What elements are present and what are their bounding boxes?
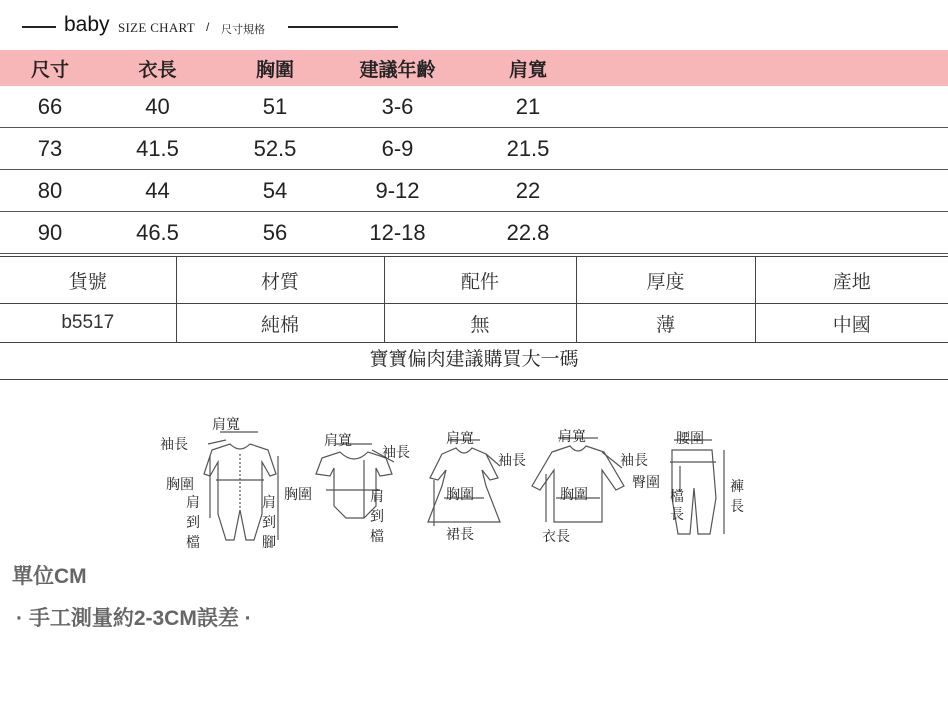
dress-shoulder-label: 肩寬 [446, 431, 474, 447]
cell-blank [596, 170, 948, 212]
table-row [0, 86, 948, 128]
bodysuit-shoulder-label: 肩寬 [324, 433, 352, 449]
info-origin: 中國 [755, 304, 948, 343]
title-separator: / [206, 20, 210, 34]
title-bar [0, 12, 948, 42]
table-row [0, 170, 948, 212]
pants-length-2: 長 [730, 499, 744, 515]
size-table-header [0, 50, 948, 86]
title-divider-left [22, 26, 56, 28]
pants-crotch-1: 檔 [670, 489, 684, 505]
info-header-origin: 產地 [755, 257, 948, 304]
size-advice-note: 寶寶偏肉建議購買大一碼 [0, 342, 948, 380]
pants-waist-label: 腰圍 [676, 431, 704, 447]
cell-shoulder: 22 [460, 170, 596, 212]
bodysuit-crotch-2: 到 [370, 509, 384, 525]
romper-shoulder-label: 肩寬 [212, 417, 240, 433]
info-header-accessory: 配件 [384, 257, 576, 304]
header-chest: 胸圍 [215, 50, 335, 86]
pants-crotch-2: 長 [670, 507, 684, 523]
cell-shoulder: 22.8 [460, 212, 596, 254]
cell-length: 40 [100, 86, 215, 128]
bodysuit-crotch-1: 肩 [370, 489, 384, 505]
info-header-thickness: 厚度 [576, 257, 755, 304]
cell-blank [596, 128, 948, 170]
bodysuit-sleeve-label: 袖長 [382, 445, 410, 461]
cell-length: 41.5 [100, 128, 215, 170]
cell-size: 66 [0, 86, 100, 128]
header-size: 尺寸 [0, 50, 100, 86]
header-age: 建議年齡 [335, 50, 460, 86]
info-table [0, 256, 948, 343]
top-chest-label: 胸圍 [560, 487, 588, 503]
romper-foot-3: 腳 [262, 535, 276, 551]
cell-chest: 52.5 [215, 128, 335, 170]
romper-crotch-1: 肩 [186, 495, 200, 511]
cell-chest: 56 [215, 212, 335, 254]
info-thickness: 薄 [576, 304, 755, 343]
header-length: 衣長 [100, 50, 215, 86]
romper-chest-label: 胸圍 [166, 477, 194, 493]
cell-age: 9-12 [335, 170, 460, 212]
cell-size: 90 [0, 212, 100, 254]
unit-label: 單位CM [12, 565, 87, 588]
title-cn: 尺寸規格 [221, 24, 265, 36]
cell-blank [596, 212, 948, 254]
dress-skirt-length-label: 裙長 [446, 527, 474, 543]
cell-chest: 54 [215, 170, 335, 212]
table-row [0, 212, 948, 254]
header-shoulder: 肩寬 [460, 50, 596, 86]
title-size-chart: SIZE CHART [118, 20, 195, 35]
top-shoulder-label: 肩寬 [558, 429, 586, 445]
cell-length: 46.5 [100, 212, 215, 254]
measurement-error-note: · 手工測量約2-3CM誤差 · [16, 607, 252, 630]
cell-blank [596, 86, 948, 128]
cell-length: 44 [100, 170, 215, 212]
romper-foot-2: 到 [262, 515, 276, 531]
pants-length-1: 褲 [730, 479, 744, 495]
info-table-header [0, 257, 948, 304]
cell-age: 12-18 [335, 212, 460, 254]
romper-crotch-2: 到 [186, 515, 200, 531]
cell-size: 80 [0, 170, 100, 212]
cell-age: 6-9 [335, 128, 460, 170]
table-row [0, 128, 948, 170]
top-length-label: 衣長 [542, 529, 570, 545]
title-divider-right [288, 26, 398, 28]
info-header-item-no: 貨號 [0, 257, 176, 304]
top-sleeve-label: 袖長 [620, 453, 648, 469]
cell-size: 73 [0, 128, 100, 170]
romper-crotch-3: 檔 [186, 535, 200, 551]
header-blank [596, 50, 948, 86]
info-header-material: 材質 [176, 257, 384, 304]
cell-age: 3-6 [335, 86, 460, 128]
romper-sleeve-label: 袖長 [160, 437, 188, 453]
dress-sleeve-label: 袖長 [498, 453, 526, 469]
dress-chest-label: 胸圍 [446, 487, 474, 503]
info-table-row [0, 304, 948, 343]
measurement-diagrams [150, 414, 760, 554]
cell-chest: 51 [215, 86, 335, 128]
info-accessory: 無 [384, 304, 576, 343]
size-table [0, 50, 948, 254]
cell-shoulder: 21.5 [460, 128, 596, 170]
bodysuit-crotch-3: 檔 [370, 529, 384, 545]
info-material: 純棉 [176, 304, 384, 343]
info-item-no: b5517 [0, 304, 176, 343]
bodysuit-chest-label: 胸圍 [284, 487, 312, 503]
title-baby: baby [64, 13, 110, 36]
romper-foot-1: 肩 [262, 495, 276, 511]
cell-shoulder: 21 [460, 86, 596, 128]
pants-hip-label: 臀圍 [632, 475, 660, 491]
